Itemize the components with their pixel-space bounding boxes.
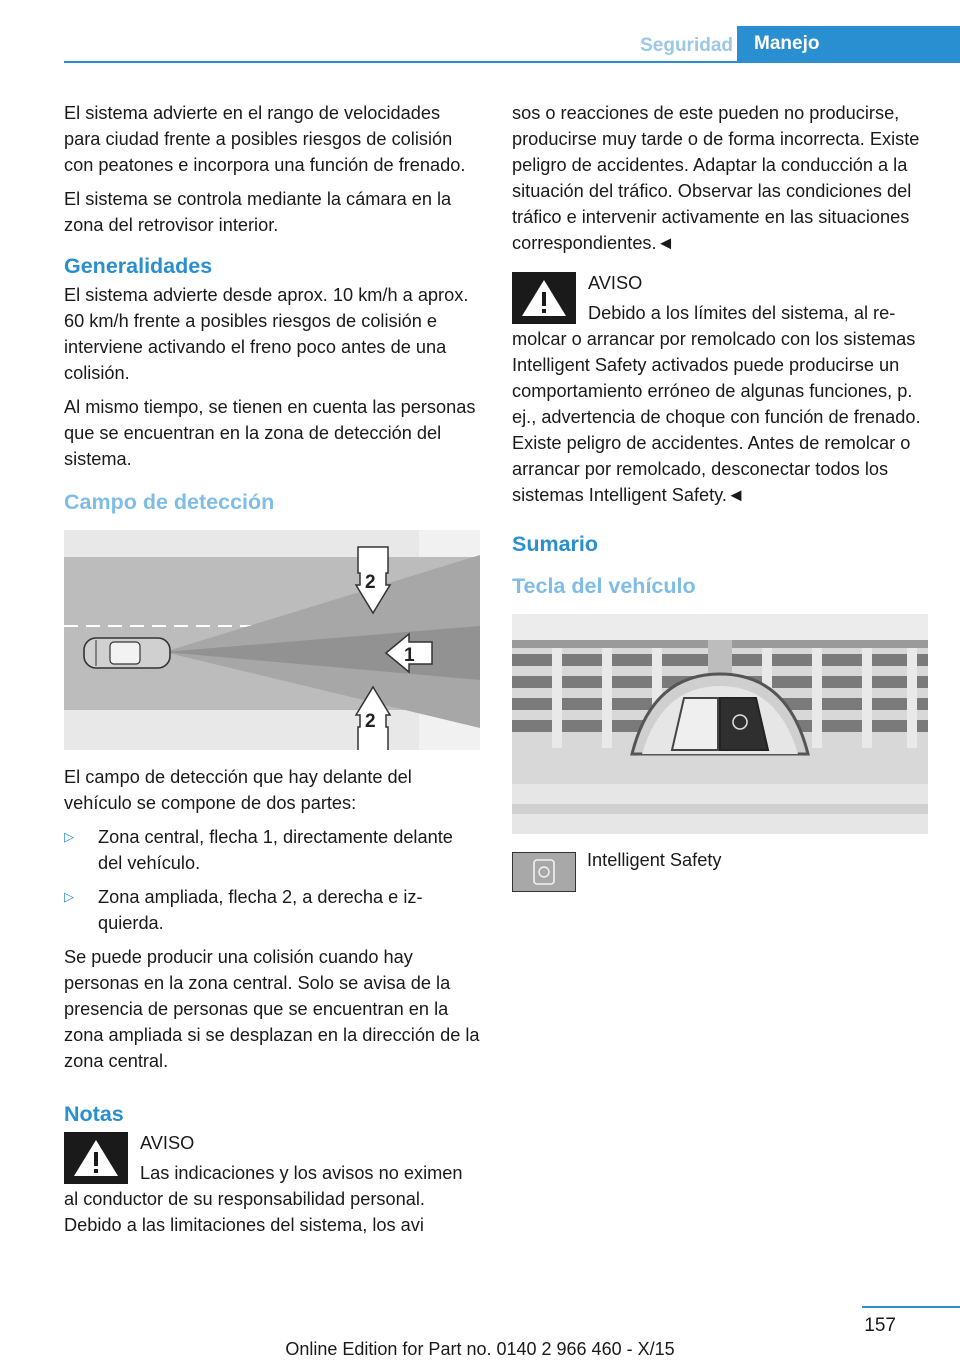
heading-notas: Notas (64, 1102, 124, 1126)
car-icon (84, 638, 170, 668)
triangle-bullet-icon: ▷ (64, 889, 74, 904)
triangle-bullet-icon: ▷ (64, 829, 74, 844)
tab-seguridad[interactable]: Seguridad (640, 35, 733, 56)
field-description: El campo de detección que hay delante del vehículo se compone de dos partes: (64, 767, 412, 813)
left-column (64, 100, 480, 1238)
heading-sumario: Sumario (512, 532, 599, 556)
label-2-top: 2 (365, 572, 376, 593)
tab-manejo[interactable]: Manejo (737, 26, 960, 62)
zone-list (64, 824, 480, 936)
button-legend (512, 852, 928, 912)
warning-title: AVISO (140, 1133, 195, 1153)
camera-paragraph: El sistema se controla mediante la cámara en la zona del retrovisor interior. (64, 189, 452, 235)
detection-field-diagram (64, 530, 480, 750)
intelligent-safety-button-icon (512, 852, 576, 892)
heading-generalidades: Generalidades (64, 254, 213, 278)
persons-paragraph: Al mismo tiempo, se tienen en cuenta las personas que se encuentran en la zona de detección del sistema. (64, 397, 476, 469)
vehicle-button-photo (512, 614, 928, 834)
footer-rule (862, 1306, 960, 1308)
generalidades-paragraph: El sistema advierte desde aprox. 10 km/h a aprox. 60 km/h frente a posibles riesgos de colisión e interviene activando el freno poco antes de una colisión. (64, 285, 469, 383)
list-item: ▷ Zona central, flecha 1, directamente delante del vehículo. (64, 824, 480, 876)
right-column (512, 100, 928, 912)
heading-tecla-vehiculo: Tecla del vehículo (512, 574, 696, 598)
warning-icon (512, 272, 576, 324)
page-number: 157 (864, 1315, 896, 1336)
warning-text: Las indicaciones y los avisos no eximen al conductor de su responsabilidad personal. Debido a las limitaciones del sistema, los avi (64, 1163, 463, 1235)
continued-paragraph: sos o reacciones de este pueden no producirse, producirse muy tarde o de forma incorrecta. Existe peligro de accidentes. Adaptar la conducción a la situación del tráfico. Observar las condiciones del tráfico e intervenir activamente en las situaciones correspondientes.◄ (512, 103, 920, 253)
edition-footer: Online Edition for Part no. 0140 2 966 460 - X/15 (285, 1339, 675, 1359)
warning-block (512, 270, 928, 508)
warning-title: AVISO (588, 273, 643, 293)
heading-campo-deteccion: Campo de detección (64, 490, 275, 514)
collision-paragraph: Se puede producir una colisión cuando hay personas en la zona central. Solo se avisa de la presencia de personas que se encuentran en la zona ampliada si se desplazan en la dirección de la zona central. (64, 947, 480, 1071)
warning-block (64, 1130, 480, 1238)
warning-icon (64, 1132, 128, 1184)
label-2-bottom: 2 (365, 711, 376, 732)
list-item: ▷ Zona ampliada, flecha 2, a derecha e izquierda. (64, 884, 480, 936)
warning-text: Debido a los límites del sistema, al remolcar o arrancar por remolcado con los sistemas Intelligent Safety activados puede producirse un comportamiento erróneo de algunas funciones, p. ej., advertencia de choque con función de frenado. Existe peligro de accidentes. Antes de remolcar o arrancar por remolcado, desconectar todos los sistemas Intelligent Safety.◄ (512, 303, 921, 505)
label-1: 1 (404, 645, 415, 666)
intro-paragraph: El sistema advierte en el rango de velocidades para ciudad frente a posibles riesgos de colisión con peatones e incorpora una función de frenado. (64, 103, 466, 175)
intelligent-safety-label: Intelligent Safety (587, 850, 722, 870)
